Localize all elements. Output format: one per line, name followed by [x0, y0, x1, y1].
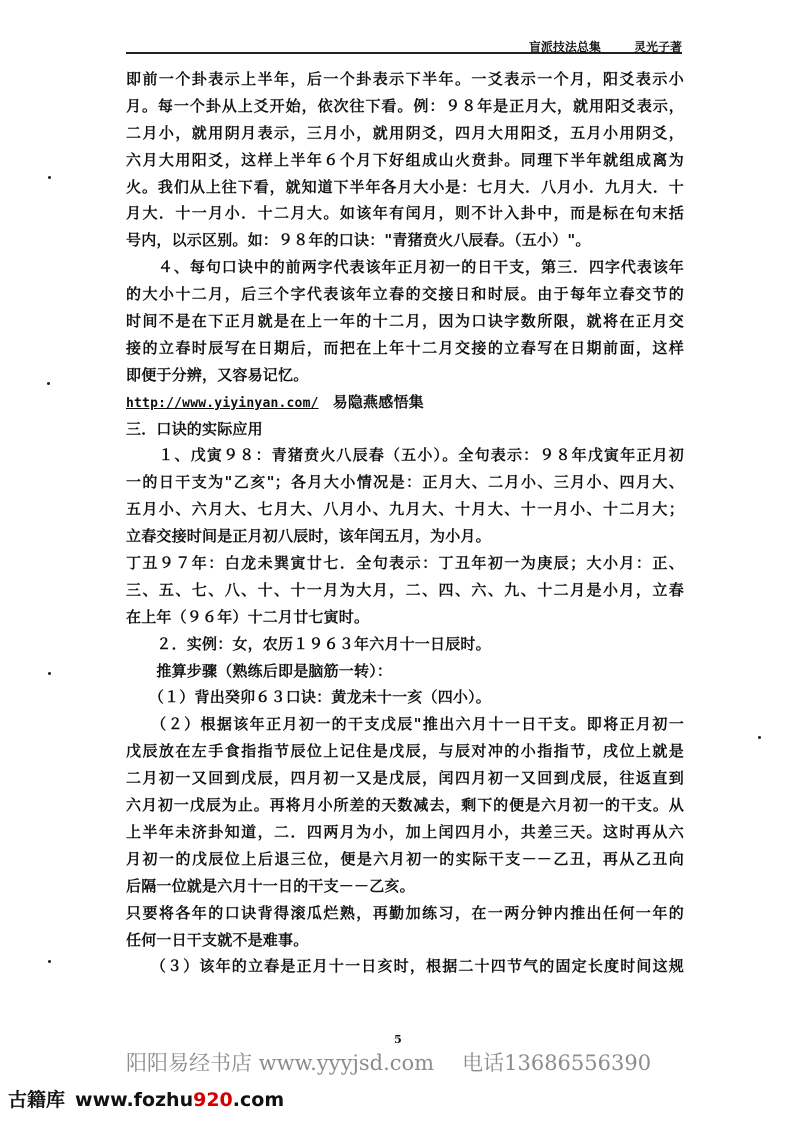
text-line: 火。我们从上往下看，就知道下半年各月大小是：七月大．八月小．九月大．十 [126, 177, 684, 196]
text-line: （３）该年的立春是正月十一日亥时，根据二十四节气的固定长度时间这规 [126, 957, 684, 976]
text-line: 三、五、七、八、十、十一月为大月，二、四、六、九、十二月是小月，立春 [126, 580, 684, 599]
text-line: 上半年未济卦知道，二．四两月为小，加上闰四月小，共差三天。这时再从六 [126, 822, 684, 841]
text-line: 六月大用阳爻，这样上半年６个月下好组成山火贲卦。同理下半年就组成离为 [126, 150, 684, 169]
page-number: 5 [394, 1033, 402, 1046]
website-title: 易隐燕感悟集 [332, 392, 424, 411]
watermark-site-suffix: .com [232, 1089, 285, 1111]
watermark-brand: 古籍库 [8, 1089, 66, 1111]
footer-phone: 电话13686556390 [462, 1051, 652, 1075]
text-line: 后隔一位就是六月十一日的干支－－乙亥。 [126, 876, 415, 895]
text-line: １、戊寅９８：青猪贲火八辰春（五小）。全句表示：９８年戊寅年正月初 [126, 446, 684, 465]
watermark-site-prefix: www.fozhu [75, 1089, 194, 1111]
text-line: 在上年（９６年）十二月廿七寅时。 [126, 607, 370, 626]
url-line [126, 389, 684, 416]
text-line: （１）背出癸卯６３口诀：黄龙未十一亥（四小）。 [126, 688, 492, 707]
scan-speck [47, 382, 50, 385]
scan-speck [48, 176, 51, 179]
bottom-watermark [8, 1085, 284, 1112]
text-line: 月。每一个卦从上爻开始，依次往下看。例：９８年是正月大，就用阳爻表示， [126, 96, 684, 115]
document-body [126, 66, 684, 980]
watermark-site [75, 1089, 284, 1111]
text-line: 即前一个卦表示上半年，后一个卦表示下半年。一爻表示一个月，阳爻表示小 [126, 70, 684, 88]
text-line: 月大．十一月小．十二月大。如该年有闰月，则不计入卦中，而是标在句末括 [126, 204, 684, 223]
text-line: 的大小十二月，后三个字代表该年立春的交接日和时辰。由于每年立春交节的 [126, 285, 684, 304]
text-line: 号内，以示区别。如：９８年的口诀："青猪贲火八辰春。（五小）"。 [126, 231, 591, 250]
text-line: 接的立春时辰写在日期后，而把在上年十二月交接的立春写在日期前面，这样 [126, 338, 684, 357]
page-header [126, 30, 682, 54]
text-line: 时间不是在下正月就是在上一年的十二月，因为口诀字数所限，就将在正月交 [126, 312, 684, 331]
text-line: 推算步骤（熟练后即是脑筋一转）： [126, 661, 393, 680]
scan-speck [48, 672, 51, 675]
text-line: ４、每句口诀中的前两字代表该年正月初一的日干支，第三．四字代表该年 [126, 258, 684, 277]
watermark-site-number: 920 [193, 1089, 233, 1111]
scan-speck [758, 736, 761, 739]
text-line: 立春交接时间是正月初八辰时，该年闰五月，为小月。 [126, 527, 491, 546]
text-line: （２）根据该年正月初一的干支戊辰"推出六月十一日干支。即将正月初一 [126, 715, 684, 734]
text-line: ２．实例：女，农历１９６３年六月十一日辰时。 [126, 634, 491, 653]
scan-speck [48, 960, 51, 963]
text-line: 任何一日干支就不是难事。 [126, 930, 309, 949]
header-title: 盲派技法总集 [528, 40, 601, 54]
footer-watermark [126, 1047, 651, 1077]
text-line: 六月初一戊辰为止。再将月小所差的天数减去，剩下的便是六月初一的干支。从 [126, 796, 684, 815]
footer-shop: 阳阳易经书店 www.yyyjsd.com [126, 1051, 435, 1075]
website-link[interactable]: http://www.yiyinyan.com/ [126, 395, 319, 411]
text-line: 二月初一又回到戊辰，四月初一又是戊辰，闰四月初一又回到戊辰，往返直到 [126, 769, 684, 788]
text-line: 二月小，就用阴月表示，三月小，就用阴爻，四月大用阳爻，五月小用阴爻， [126, 123, 684, 142]
header-author: 灵光子著 [633, 40, 682, 54]
text-line: 月初一的戊辰位上后退三位，便是六月初一的实际干支－－乙丑，再从乙丑向 [126, 849, 684, 868]
text-line: 即便于分辨，又容易记忆。 [126, 365, 309, 384]
text-line: 一的日干支为"乙亥"；各月大小情况是：正月大、二月小、三月小、四月大、 [126, 473, 684, 492]
text-line: 五月小、六月大、七月大、八月小、九月大、十月大、十一月小、十二月大； [126, 500, 684, 519]
section-heading: 三．口诀的实际应用 [126, 419, 263, 438]
text-line: 戊辰放在左手食指指节辰位上记住是戊辰，与辰对冲的小指指节，戌位上就是 [126, 742, 684, 761]
text-line: 只要将各年的口诀背得滚瓜烂熟，再勤加练习，在一两分钟内推出任何一年的 [126, 903, 684, 922]
text-line: 丁丑９７年：白龙未巽寅廿七．全句表示：丁丑年初一为庚辰；大小月：正、 [126, 554, 684, 573]
